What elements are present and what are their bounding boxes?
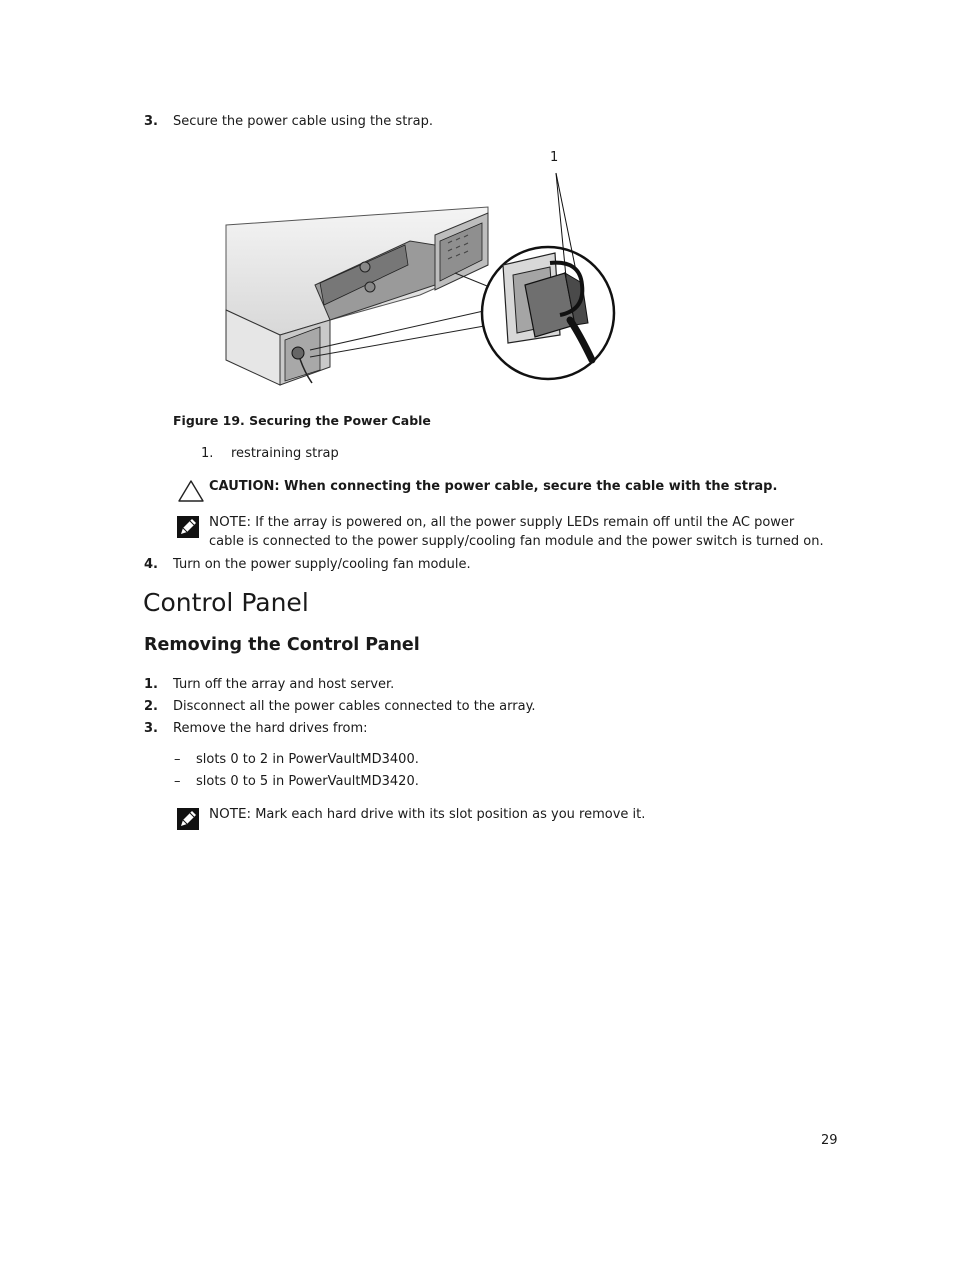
note-pencil-icon xyxy=(177,516,199,538)
legend-number: 1. xyxy=(201,446,214,461)
bullet-text: slots 0 to 2 in PowerVaultMD3400. xyxy=(196,752,419,767)
step-text: Remove the hard drives from: xyxy=(173,721,368,736)
note-pencil-icon xyxy=(177,808,199,830)
note-text-line1: If the array is powered on, all the power supply LEDs remain off until the AC power xyxy=(255,515,795,530)
note-text-line2: cable is connected to the power supply/cooling fan module and the power switch is turned on. xyxy=(209,534,824,549)
note-paragraph xyxy=(209,512,849,533)
bullet-dash: – xyxy=(174,774,181,789)
step-number: 3. xyxy=(144,721,158,736)
step-text: Disconnect all the power cables connected to the array. xyxy=(173,699,536,714)
power-cable-illustration xyxy=(220,145,620,390)
figure-callout-number: 1 xyxy=(550,150,559,165)
step-number: 4. xyxy=(144,557,158,572)
step-number: 3. xyxy=(144,114,158,129)
step-text: Secure the power cable using the strap. xyxy=(173,114,433,129)
legend-text: restraining strap xyxy=(231,446,339,461)
step-text: Turn off the array and host server. xyxy=(173,677,395,692)
step-text: Turn on the power supply/cooling fan module. xyxy=(173,557,471,572)
note-label: NOTE: xyxy=(209,514,252,530)
figure-caption: Figure 19. Securing the Power Cable xyxy=(173,413,431,428)
caution-triangle-icon xyxy=(177,479,205,503)
note-text: Mark each hard drive with its slot position as you remove it. xyxy=(255,807,646,822)
bullet-dash: – xyxy=(174,752,181,767)
subsection-title: Removing the Control Panel xyxy=(144,635,420,655)
step-number: 1. xyxy=(144,677,158,692)
caution-text: CAUTION: When connecting the power cable, secure the cable with the strap. xyxy=(209,479,778,494)
section-title: Control Panel xyxy=(143,588,309,617)
step-number: 2. xyxy=(144,699,158,714)
page-number: 29 xyxy=(821,1133,838,1148)
note-paragraph xyxy=(209,804,645,825)
note-label: NOTE: xyxy=(209,806,252,822)
bullet-text: slots 0 to 5 in PowerVaultMD3420. xyxy=(196,774,419,789)
